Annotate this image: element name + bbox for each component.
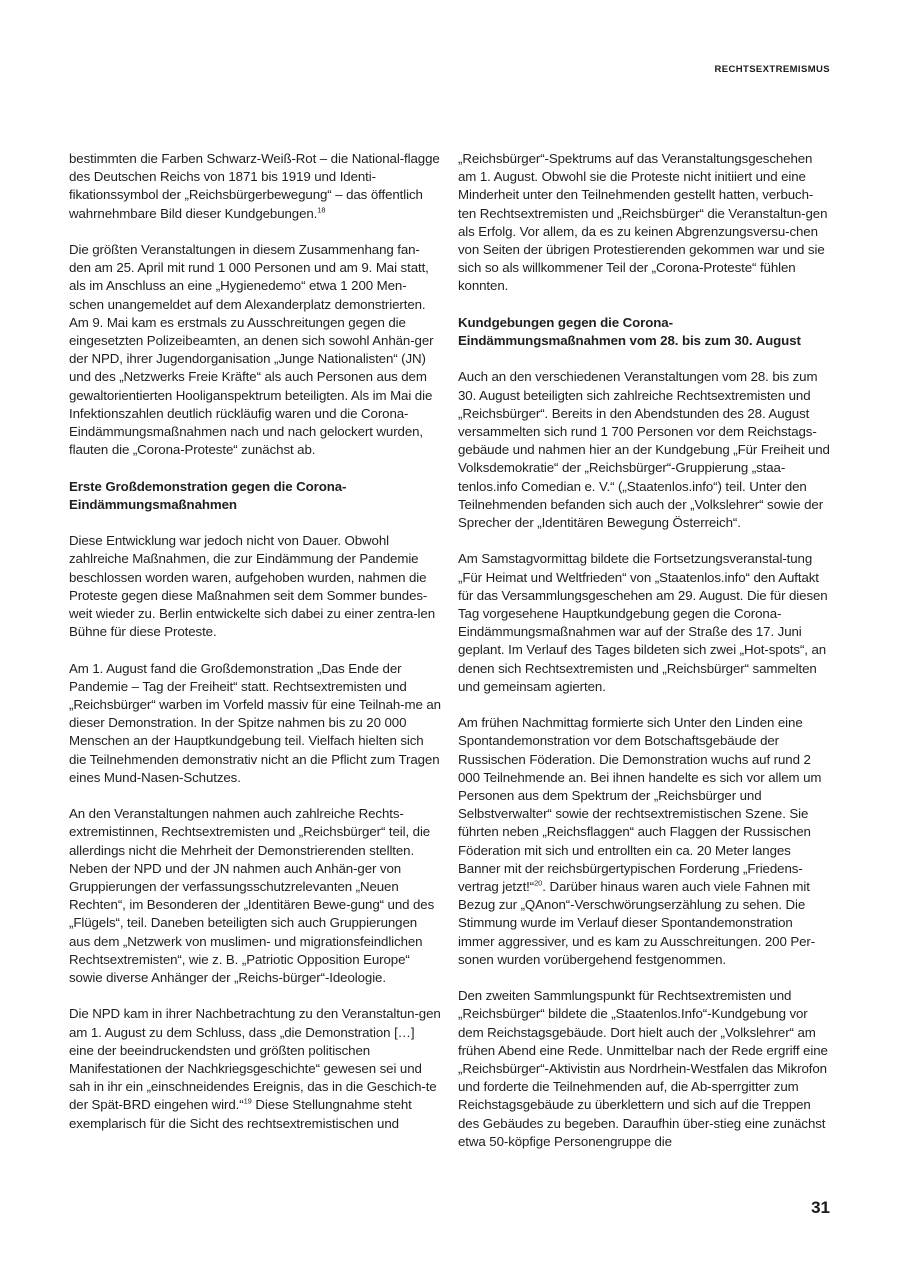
paragraph: Am 1. August fand die Großdemonstration „Das Ende der Pandemie – Tag der Freiheit“ statt. Rechtsextremisten und „Reichsbürger“ warben im Vorfeld massiv für eine Teilnah-me an dieser Demonstration. In der Spitze nahmen bis zu 20 000 Menschen an der Hauptkundgebung teil. Vielfach hielten sich die Teilnehmenden demonstrativ nicht an die Pflicht zum Tragen eines Mund-Nasen-Schutzes. xyxy=(69,660,441,785)
paragraph: Den zweiten Sammlungspunkt für Rechtsextremisten und „Reichsbürger“ bildete die „Staatenlos.Info“-Kundgebung vor dem Reichstagsgebäude. Dort hielt auch der „Volkslehrer“ am frühen Abend eine Rede. Unmittelbar nach der Rede ergriff eine „Reichsbürger“-Aktivistin aus Nordrhein-Westfalen das Mikrofon und forderte die Teilnehmenden auf, die Ab-sperrgitter zum Reichstagsgebäude zu überklettern und sich auf die Treppen des Gebäudes zu begeben. Daraufhin über-stieg eine zunächst etwa 50-köpfige Personengruppe die xyxy=(458,988,828,1149)
paragraph: Diese Entwicklung war jedoch nicht von Dauer. Obwohl zahlreiche Maßnahmen, die zur Eindämmung der Pandemie beschlossen worden waren, aufgehoben wurden, nahmen die Proteste gegen diese Maßnahmen seit dem Sommer bundes-weit wieder zu. Berlin entwickelte sich dabei zu einer zentra-len Bühne für diese Proteste. xyxy=(69,533,435,640)
paragraph: bestimmten die Farben Schwarz-Weiß-Rot – die National-flagge des Deutschen Reichs von 1871 bis 1919 und Identi-fikationssymbol der „Reichsbürgerbewegung“ – das öffentlich wahrnehmbare Bild dieser Kundgebungen.$^{18}$ xyxy=(69,151,440,221)
paragraph: An den Veranstaltungen nahmen auch zahlreiche Rechts-extremistinnen, Rechtsextremisten und „Reichsbürger“ teil, die allerdings nicht die Mehrheit der Demonstrierenden stellten. Neben der NPD und der JN nahmen auch Anhän-ger von Gruppierungen der verfassungsschutzrelevanten „Neuen Rechten“, im Besonderen der „Identitären Bewe-gung“ und des „Flügels“, teil. Daneben beteiligten sich auch Gruppierungen aus dem „Netzwerk von muslimen- und migrationsfeindlichen Rechtsextremisten“, wie z. B. „Patriotic Opposition Europe“ sowie diverse Anhänger der „Reichs-bürger“-Ideologie. xyxy=(69,806,435,986)
section-header: RECHTSEXTREMISMUS xyxy=(714,64,830,75)
paragraph: Am frühen Nachmittag formierte sich Unter den Linden eine Spontandemonstration vor dem Botschaftsgebäude der Russischen Föderation. Die Demonstration wuchs auf rund 2 000 Teilnehmende an. Bei ihnen handelte es sich vor allem um Personen aus dem Spektrum der „Reichsbürger und Selbstverwalter“ sowie der rechtsextremistischen Szene. Sie führten neben „Reichsflaggen“ auch Flaggen der Russischen Föderation mit sich und entrollten ein ca. 20 Meter langes Banner mit der reichsbürgertypischen Forderung „Friedens-vertrag jetzt!“$^{20}$. Darüber hinaus waren auch viele Fahnen mit Bezug zur „QAnon“-Verschwörungserzählung zu sehen. Die Stimmung wurde im Verlauf dieser Spontandemonstration immer aggressiver, und es kam zu Ausschreitungen. 200 Per-sonen wurden vorübergehend festgenommen. xyxy=(458,715,822,967)
footnote-ref[interactable]: 20 xyxy=(534,878,543,888)
paragraph: Auch an den verschiedenen Veranstaltungen vom 28. bis zum 30. August beteiligten sich zahlreiche Rechtsextremisten und „Reichsbürger“. Bereits in den Abendstunden des 28. August versammelten sich rund 1 700 Personen vor dem Reichstags-gebäude und nahmen hier an der Kundgebung „Für Freiheit und Volksdemokratie“ der „Reichsbürger“-Gruppierung „staa-tenlos.info Comedian e. V.“ („Staatenlos.info“) teil. Unter den Teilnehmenden befanden sich auch der „Volkslehrer“ sowie der Sprecher der „Identitären Bewegung Österreich“. xyxy=(458,369,830,531)
paragraph: Am Samstagvormittag bildete die Fortsetzungsveranstal-tung „Für Heimat und Weltfrieden“ von „Staatenlos.info“ den Auftakt für das Versammlungsgeschehen am 29. August. Die für diesen Tag vorgesehene Hauptkundgebung gegen die Corona-Eindämmungsmaßnahmen war auf der Straße des 17. Juni geplant. Im Verlauf des Tages bildeten sich zwei „Hot-spots“, an denen sich Rechtsextremisten und „Reichsbürger“ sammelten und gemeinsam agierten. xyxy=(458,551,828,694)
paragraph: „Reichsbürger“-Spektrums auf das Veranstaltungsgeschehen am 1. August. Obwohl sie die Proteste nicht initiiert und eine Minderheit unter den Teilnehmenden gestellt hatten, verbuch-ten Rechtsextremisten und „Reichsbürger“ die Veranstaltun-gen als Erfolg. Vor allem, da es zu keinen Abgrenzungsversu-chen von Seiten der übrigen Protestierenden gekommen war und sie sich so als willkommener Teil der „Corona-Proteste“ fühlen konnten. xyxy=(458,151,828,294)
paragraph: Die größten Veranstaltungen in diesem Zusammenhang fan-den am 25. April mit rund 1 000 Personen und am 9. Mai statt, als im Anschluss an eine „Hygienedemo“ etwa 1 200 Men-schen unangemeldet auf dem Alexanderplatz demonstrierten. Am 9. Mai kam es erstmals zu Ausschreitungen gegen die eingesetzten Polizeibeamten, an denen sich sowohl Anhän-ger der NPD, ihrer Jugendorganisation „Junge Nationalisten“ (JN) und des „Netzwerks Freie Kräfte“ als auch Personen aus dem gewaltorientierten Hooliganspektrum beteiligten. Als im Mai die Infektionszahlen deutlich rückläufig waren und die Corona-Eindämmungsmaßnahmen nach und nach gelockert wurden, flauten die „Corona-Proteste“ zunächst ab. xyxy=(69,242,434,458)
left-column xyxy=(69,150,441,1151)
footnote-ref[interactable]: 18 xyxy=(317,205,326,215)
footnote-ref[interactable]: 19 xyxy=(243,1097,252,1107)
section-heading: Kundgebungen gegen die Corona-Eindämmungsmaßnahmen vom 28. bis zum 30. August xyxy=(458,314,801,349)
paragraph: Die NPD kam in ihrer Nachbetrachtung zu den Veranstaltun-gen am 1. August zu dem Schluss, dass „die Demonstration […] eine der beeindruckendsten und größten politischen Manifestationen der Nachkriegsgeschichte“ gewesen sei und sah in ihr ein „einschneidendes Ereignis, das in die Geschich-te der Spät-BRD eingehen wird.“$^{19}$ Diese Stellungnahme steht exemplarisch für die Sicht des rechtsextremistischen und xyxy=(69,1006,441,1131)
section-heading: Erste Großdemonstration gegen die Corona-Eindämmungsmaßnahmen xyxy=(69,478,347,512)
page-number: 31 xyxy=(811,1198,830,1217)
right-column xyxy=(458,150,830,1169)
